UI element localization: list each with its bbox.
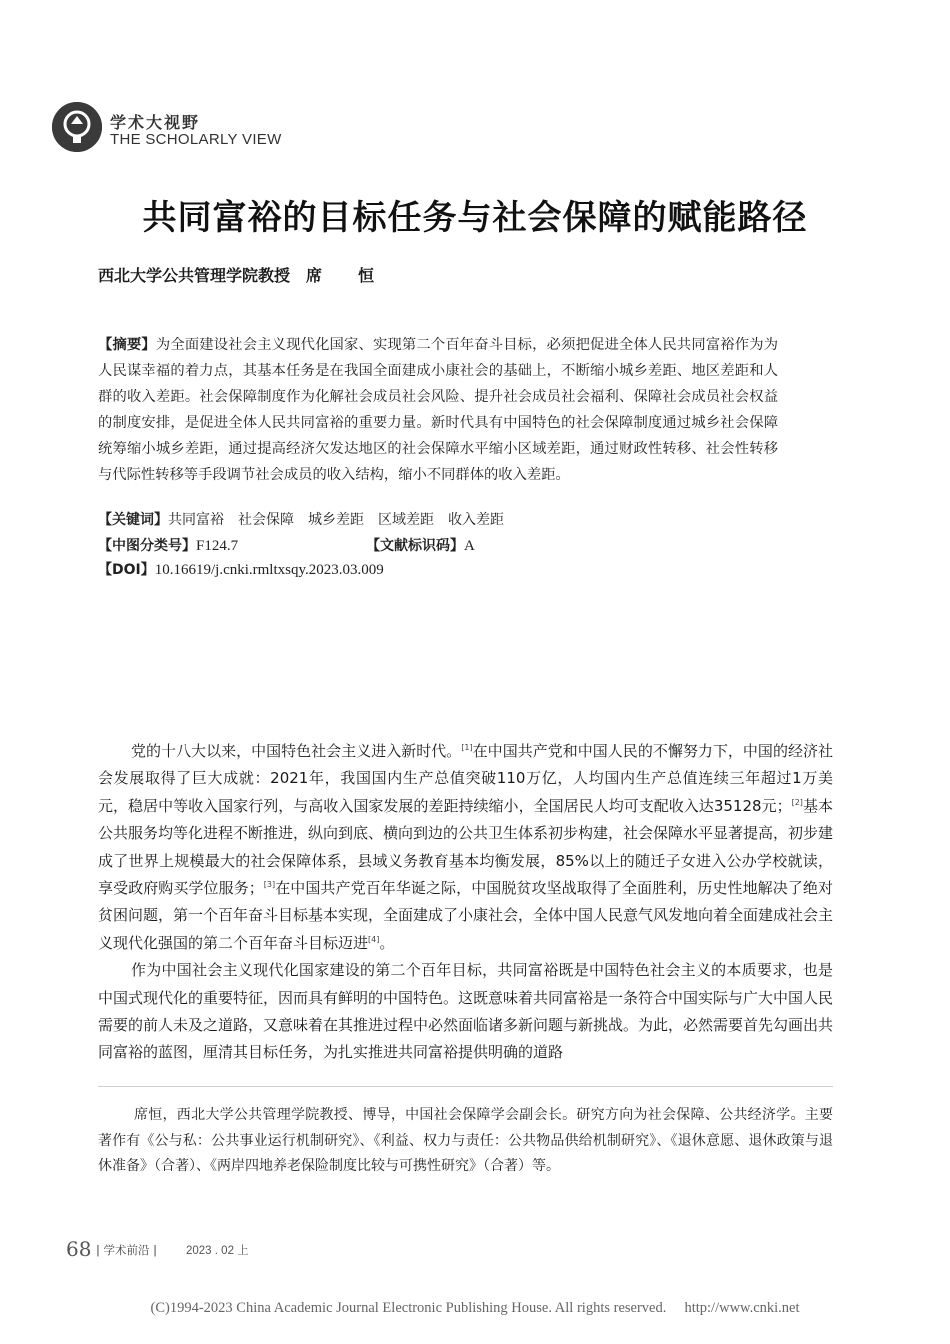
column-logo-icon xyxy=(52,102,102,152)
reference-4: [4] xyxy=(368,934,380,944)
keywords-tag: 【关键词】 xyxy=(98,512,168,528)
reference-2: [2] xyxy=(791,797,803,807)
keywords-value: 共同富裕 社会保障 城乡差距 区域差距 收入差距 xyxy=(168,512,504,528)
column-name-en: THE SCHOLARLY VIEW xyxy=(110,131,282,148)
body-text-segment: 。 xyxy=(379,933,395,952)
page-number: 68 xyxy=(66,1237,92,1261)
classification-value: F124.7 xyxy=(196,538,239,554)
doi-line xyxy=(98,559,384,579)
journal-issue: 2023 . 02 上 xyxy=(186,1245,249,1257)
reference-3: [3] xyxy=(263,880,276,890)
footnote-text: 席恒，西北大学公共管理学院教授、博导，中国社会保障学会副会长。研究方向为社会保障、公共经济学。主要著作有《公与私：公共事业运行机制研究》、《利益、权力与责任：公共物品供给机制研究》、《退休意愿、退休政策与退休准备》（合著）、《两岸四地养老保险制度比较与可携性研究》（合著）等。 xyxy=(98,1107,833,1174)
copyright-notice: (C)1994-2023 China Academic Journal Electronic Publishing House. All rights reserved. http://www.cnki.net xyxy=(150,1300,800,1316)
body-paragraph-2: 作为中国社会主义现代化国家建设的第二个百年目标，共同富裕既是中国特色社会主义的本质要求，也是中国式现代化的重要特征，因而具有鲜明的中国特色。这既意味着共同富裕是一条符合中国实际与广大中国人民需要的前人未及之道路，又意味着在其推进过程中必然面临诸多新问题与新挑战。为此，必然需要首先勾画出共同富裕的蓝图，厘清其目标任务，为扎实推进共同富裕提供明确的道路 xyxy=(98,961,834,1062)
footnote-divider xyxy=(98,1086,833,1087)
abstract xyxy=(98,332,778,488)
author-name: 席 恒 xyxy=(306,266,385,285)
article-title: 共同富裕的目标任务与社会保障的赋能路径 xyxy=(142,198,808,238)
body-text-segment: 基本公共服务均等化进程不断推进，纵向到底、横向到边的公共卫生体系初步构建，社会保障水平显著提高，初步建成了世界上规模最大的社会保障体系，县域义务教育基本均衡发展，85%以上的随迁子女进入公办学校就读，享受政府购买学位服务； xyxy=(98,796,834,898)
body-text-segment: 党的十八大以来，中国特色社会主义进入新时代。 xyxy=(131,742,462,760)
classification-tag: 【中图分类号】 xyxy=(98,538,196,554)
abstract-text: 为全面建设社会主义现代化国家、实现第二个百年奋斗目标，必须把促进全体人民共同富裕作为为人民谋幸福的着力点，其基本任务是在我国全面建成小康社会的基础上，不断缩小城乡差距、地区差距和人群的收入差距。社会保障制度作为化解社会成员社会风险、提升社会成员社会福利、保障社会成员社会权益的制度安排，是促进全体人民共同富裕的重要力量。新时代具有中国特色的社会保障制度通过城乡社会保障统筹缩小城乡差距，通过提高经济欠发达地区的社会保障水平缩小区域差距，通过财政性转移、社会性转移与代际性转移等手段调节社会成员的收入结构，缩小不同群体的收入差距。 xyxy=(98,337,778,483)
document-code-value: A xyxy=(464,538,475,554)
column-name-cn: 学术大视野 xyxy=(110,113,201,132)
body-text-segment: 在中国共产党百年华诞之际，中国脱贫攻坚战取得了全面胜利，历史性地解决了绝对贫困问题，第一个百年奋斗目标基本实现，全面建成了小康社会，全体中国人民意气风发地向着全面建成社会主义现代化强国的第二个百年奋斗目标迈进 xyxy=(98,879,834,952)
author-affiliation: 西北大学公共管理学院教授 xyxy=(98,266,291,285)
doi-value: 10.16619/j.cnki.rmltxsqy.2023.03.009 xyxy=(154,562,384,578)
classification-line xyxy=(98,535,238,555)
body-text xyxy=(98,738,833,1067)
abstract-tag: 【摘要】 xyxy=(98,337,156,353)
keywords-line xyxy=(98,509,504,529)
document-code-line xyxy=(366,535,475,555)
document-code-tag: 【文献标识码】 xyxy=(366,538,464,554)
doi-tag: 【DOI】 xyxy=(98,562,155,578)
body-paragraph-1 xyxy=(98,738,833,957)
author-footnote xyxy=(98,1103,833,1180)
journal-name: | 学术前沿 | xyxy=(96,1243,158,1257)
author-line xyxy=(98,263,384,286)
reference-1: [1] xyxy=(461,743,473,752)
body-text-segment: 在中国共产党和中国人民的不懈努力下，中国的经济社会发展取得了巨大成就：2021年，我国国内生产总值突破110万亿，人均国内生产总值连续三年超过1万美元，稳居中等收入国家行列，与高收入国家发展的差距持续缩小，全国居民人均可支配收入达35128元； xyxy=(98,742,833,815)
